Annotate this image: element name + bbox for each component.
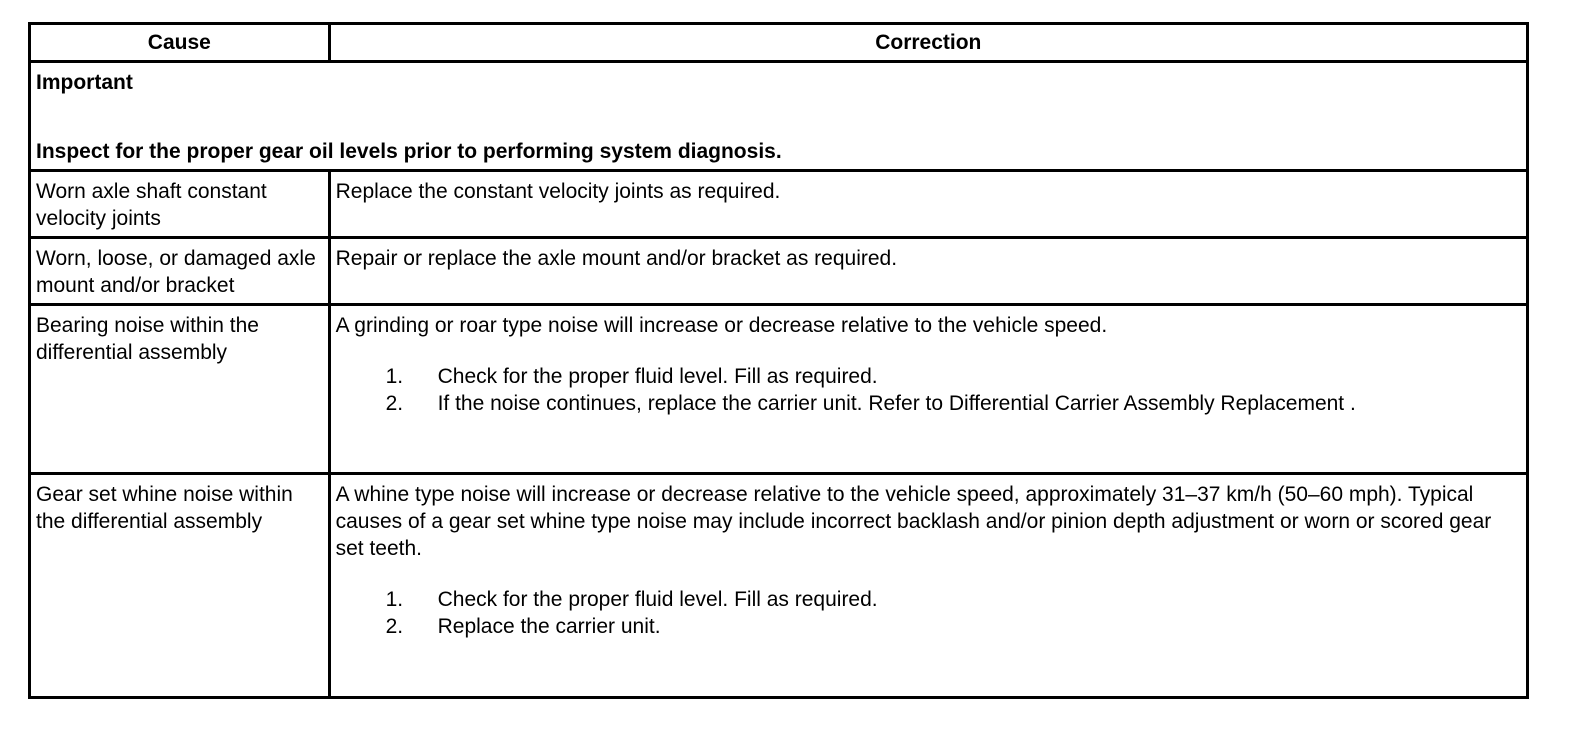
list-item	[336, 613, 1522, 640]
step-text: If the noise continues, replace the carrier unit. Refer to Differential Carrier Assembly Replacement .	[437, 392, 1356, 415]
cause-header: Cause	[30, 24, 330, 62]
diagnostic-table	[28, 22, 1529, 699]
step-number: 2.	[385, 392, 404, 415]
correction-cell	[329, 305, 1527, 474]
table-row	[30, 171, 1528, 238]
cause-text: Worn, loose, or damaged axle mount and/or bracket	[36, 247, 316, 297]
important-title: Important	[36, 71, 133, 94]
important-row	[30, 62, 1528, 171]
correction-header: Correction	[329, 24, 1527, 62]
correction-text: A whine type noise will increase or decrease relative to the vehicle speed, approximately 31–37 km/h (50–60 mph). Typical causes of a gear set whine type noise may include incorrect backlash and/or pinion depth adjustment or worn or scored gear set teeth.	[335, 483, 1492, 560]
step-text: Check for the proper fluid level. Fill as required.	[437, 588, 878, 611]
correction-text: Repair or replace the axle mount and/or bracket as required.	[335, 247, 898, 270]
correction-text: Replace the constant velocity joints as required.	[335, 180, 781, 203]
table-row	[30, 305, 1528, 474]
cause-text: Bearing noise within the differential assembly	[36, 314, 259, 364]
steps-list	[336, 363, 1522, 417]
steps-list	[336, 586, 1522, 640]
cause-cell	[30, 305, 330, 474]
correction-text: A grinding or roar type noise will increase or decrease relative to the vehicle speed.	[335, 314, 1108, 337]
important-text: Inspect for the proper gear oil levels prior to performing system diagnosis.	[36, 140, 782, 163]
correction-cell	[329, 238, 1527, 305]
list-item	[336, 363, 1522, 390]
header-row	[30, 24, 1528, 62]
table-row	[30, 238, 1528, 305]
cause-text: Gear set whine noise within the differential assembly	[36, 483, 293, 533]
step-number: 1.	[385, 588, 404, 611]
step-number: 1.	[385, 365, 404, 388]
cause-text: Worn axle shaft constant velocity joints	[36, 180, 267, 230]
list-item	[336, 586, 1522, 613]
cause-cell	[30, 238, 330, 305]
table-row	[30, 474, 1528, 698]
list-item	[336, 390, 1522, 417]
correction-cell	[329, 171, 1527, 238]
important-note	[30, 62, 1528, 171]
step-text: Check for the proper fluid level. Fill as required.	[437, 365, 878, 388]
step-number: 2.	[385, 615, 404, 638]
cause-cell	[30, 171, 330, 238]
step-text: Replace the carrier unit.	[437, 615, 661, 638]
correction-cell	[329, 474, 1527, 698]
cause-cell	[30, 474, 330, 698]
